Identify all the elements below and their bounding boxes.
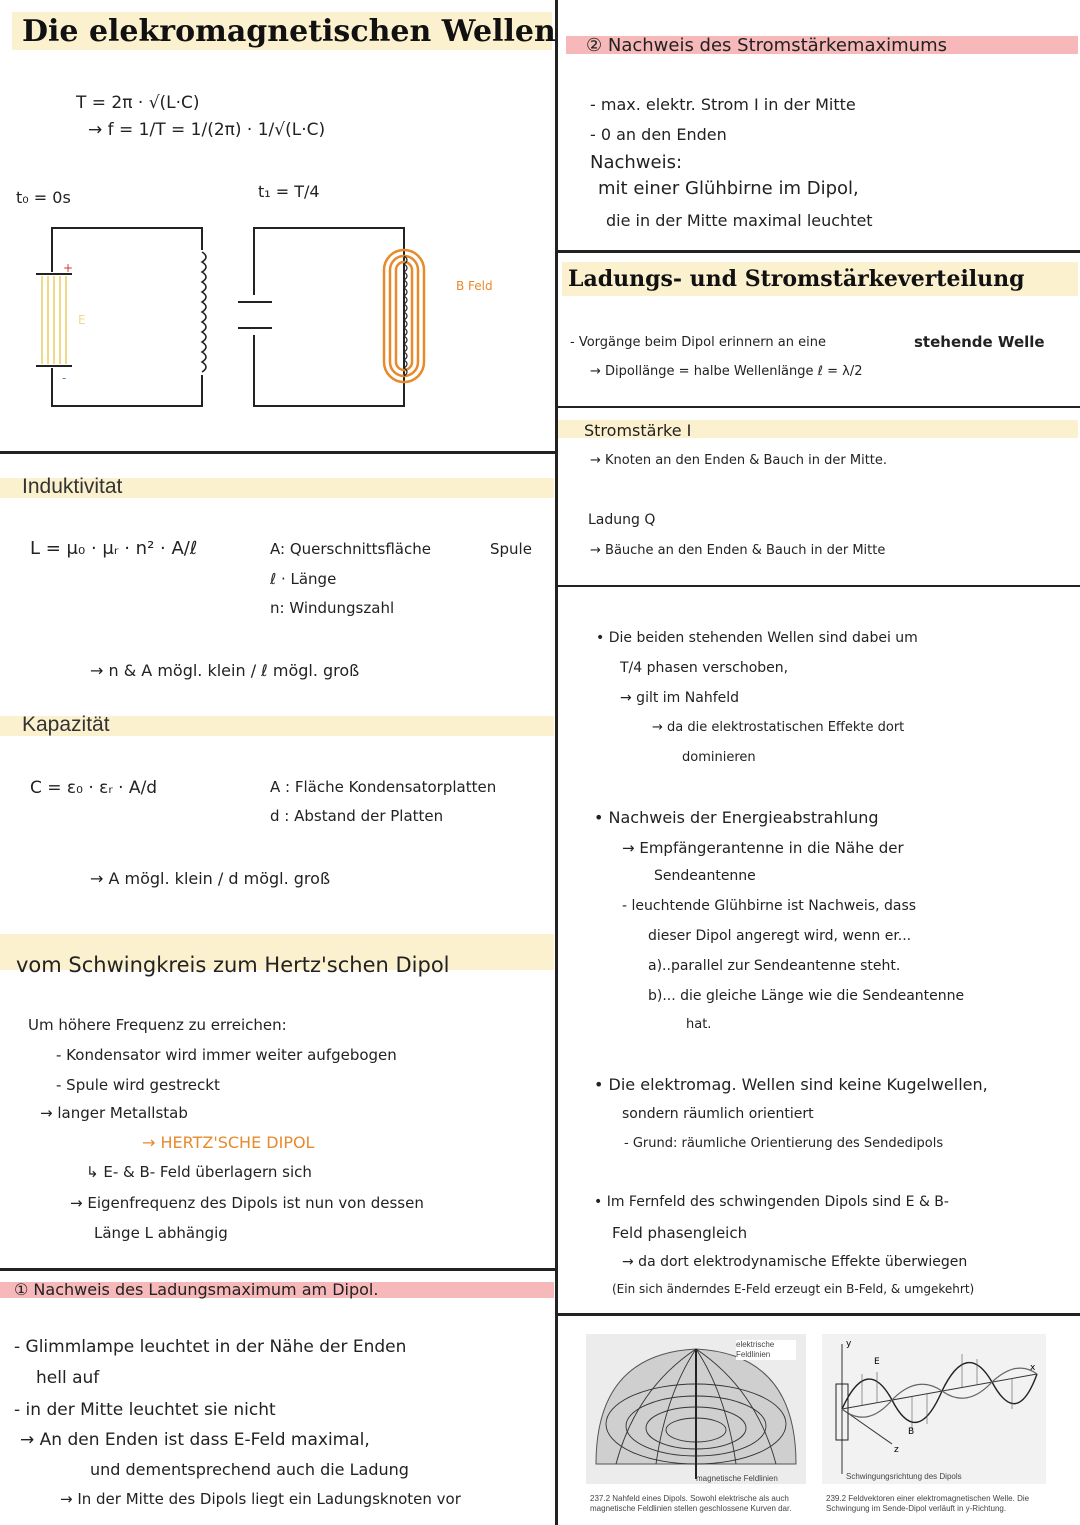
note-line-3: → gilt im Nahfeld [620, 690, 740, 706]
fig2-caption: 239.2 Feldvektoren einer elektromagnetischen Welle. Die Schwingung im Sende-Dipol verläuft in y-Richtung. [826, 1494, 1030, 1513]
svg-text:z: z [894, 1445, 899, 1455]
induktivitat-def-n: n: Windungszahl [270, 599, 395, 617]
fig1-label-magnetic: magnetische Feldlinien [696, 1474, 778, 1483]
figure-feldvektoren [822, 1334, 1046, 1520]
note-line-14: • Die elektromag. Wellen sind keine Kugelwellen, [594, 1075, 988, 1094]
note-line-5: dominieren [682, 750, 756, 765]
nachweis1-heading: ① Nachweis des Ladungsmaximum am Dipol. [14, 1280, 379, 1299]
dipol-heading: vom Schwingkreis zum Hertz'schen Dipol [16, 953, 450, 977]
nachweis2-line-1: - max. elektr. Strom I in der Mitte [590, 95, 856, 114]
fig1-caption: 237.2 Nahfeld eines Dipols. Sowohl elektrische als auch magnetische Feldlinien stellen geschlossene Kurven dar. [590, 1494, 792, 1513]
circuit-1-wire [52, 228, 202, 406]
dipol-line-7: Länge L abhängig [94, 1224, 228, 1242]
right-divider-1 [556, 250, 1080, 253]
kapazitat-def-a: A : Fläche Kondensatorplatten [270, 778, 497, 796]
nachweis1-line-1: - Glimmlampe leuchtet in der Nähe der Enden [14, 1337, 407, 1357]
note-line-17: • Im Fernfeld des schwingenden Dipols sind E & B- [594, 1194, 949, 1210]
induktivitat-spule: Spule [490, 540, 532, 558]
right-divider-4 [556, 1313, 1080, 1316]
kapazitat-note: → A mögl. klein / d mögl. groß [90, 869, 331, 888]
right-divider-3 [556, 585, 1080, 587]
nachweis1-line-4: → An den Enden ist dass E-Feld maximal, [20, 1430, 370, 1450]
ladung-heading: Ladung Q [588, 512, 656, 528]
left-divider-1 [0, 451, 556, 454]
kapazitat-formula: C = ε₀ · εᵣ · A/d [30, 778, 158, 798]
lc-circuit-diagram [0, 210, 556, 430]
dipol-line-4: → langer Metallstab [40, 1104, 188, 1122]
nachweis1-line-3: - in der Mitte leuchtet sie nicht [14, 1400, 276, 1420]
formula-frequency: → f = 1/T = 1/(2π) · 1/√(L·C) [88, 120, 326, 140]
nachweis1-line-6: → In der Mitte des Dipols liegt ein Ladungsknoten vor [60, 1490, 461, 1508]
em-wave-illustration [822, 1334, 1046, 1484]
time-label-t0: t₀ = 0s [16, 188, 71, 207]
dipol-line-6: → Eigenfrequenz des Dipols ist nun von dessen [70, 1194, 424, 1212]
note-line-15: sondern räumlich orientiert [622, 1106, 814, 1122]
verteilung-line-1: - Vorgänge beim Dipol erinnern an eine [570, 335, 826, 350]
nachweis1-line-2: hell auf [36, 1368, 100, 1388]
kapazitat-def-d: d : Abstand der Platten [270, 807, 444, 825]
note-line-10: dieser Dipol angeregt wird, wenn er... [648, 928, 912, 944]
note-line-18: Feld phasengleich [612, 1224, 748, 1242]
ladung-line: → Bäuche an den Enden & Bauch in der Mitte [590, 543, 886, 558]
time-label-t1: t₁ = T/4 [258, 182, 320, 201]
induktivitat-note: → n & A mögl. klein / ℓ mögl. groß [90, 661, 360, 680]
svg-text:x: x [1030, 1363, 1036, 1373]
nachweis2-line-5: die in der Mitte maximal leuchtet [606, 211, 873, 230]
note-line-12: b)... die gleiche Länge wie die Sendeantenne [648, 988, 965, 1004]
formula-period: T = 2π · √(L·C) [76, 93, 200, 113]
nachweis2-line-3: Nachweis: [590, 152, 683, 173]
note-line-13: hat. [686, 1017, 712, 1032]
induktivitat-heading: Induktivitat [22, 475, 123, 498]
figure-nahfeld [586, 1334, 806, 1520]
note-line-8: Sendeantenne [654, 868, 756, 884]
induktivitat-def-a: A: Querschnittsfläche [270, 540, 431, 558]
page-title: Die elekromagnetischen Wellen [22, 14, 556, 49]
hertz-dipol-label: → HERTZ'SCHE DIPOL [142, 1133, 315, 1152]
note-line-1: • Die beiden stehenden Wellen sind dabei um [596, 630, 918, 646]
left-divider-2 [0, 1268, 556, 1271]
note-line-4: → da die elektrostatischen Effekte dort [652, 720, 905, 735]
b-field-label: B Feld [456, 279, 493, 293]
induktivitat-def-l: ℓ · Länge [270, 570, 337, 588]
svg-text:E: E [874, 1357, 880, 1367]
right-divider-2 [556, 406, 1080, 408]
plus-sign: + [63, 261, 74, 275]
dipol-line-5: ↳ E- & B- Feld überlagern sich [86, 1163, 312, 1181]
e-field-label: E [78, 313, 86, 327]
strom-heading: Stromstärke I [584, 421, 692, 440]
kapazitat-heading: Kapazität [22, 713, 110, 736]
nachweis2-heading: ② Nachweis des Stromstärkemaximums [586, 35, 947, 56]
dipol-line-3: - Spule wird gestreckt [56, 1076, 220, 1094]
fig1-label-electric: elektrische Feldlinien [736, 1340, 796, 1360]
dipol-line-1: Um höhere Frequenz zu erreichen: [28, 1016, 287, 1034]
circuit-2-wire [254, 228, 404, 406]
dipol-line-2: - Kondensator wird immer weiter aufgebogen [56, 1046, 397, 1064]
stehende-welle: stehende Welle [914, 333, 1045, 351]
strom-line: → Knoten an den Enden & Bauch in der Mitte. [590, 453, 888, 468]
svg-text:y: y [846, 1339, 852, 1349]
svg-text:B: B [908, 1427, 915, 1437]
minus-sign: - [62, 371, 67, 385]
note-line-9: - leuchtende Glühbirne ist Nachweis, dass [622, 898, 917, 914]
induktivitat-formula: L = μ₀ · μᵣ · n² · A/ℓ [30, 538, 198, 559]
verteilung-line-2: → Dipollänge = halbe Wellenlänge ℓ = λ/2 [590, 364, 863, 379]
note-line-6: • Nachweis der Energieabstrahlung [594, 808, 879, 827]
note-line-20: (Ein sich änderndes E-Feld erzeugt ein B-Feld, & umgekehrt) [612, 1282, 975, 1296]
nachweis2-line-4: mit einer Glühbirne im Dipol, [598, 178, 859, 199]
note-line-16: - Grund: räumliche Orientierung des Sendedipols [624, 1136, 944, 1151]
verteilung-heading: Ladungs- und Stromstärkeverteilung [568, 266, 1025, 292]
fig2-label: Schwingungsrichtung des Dipols [846, 1472, 962, 1481]
note-line-19: → da dort elektrodynamische Effekte überwiegen [622, 1254, 968, 1270]
note-line-11: a)..parallel zur Sendeantenne steht. [648, 958, 901, 974]
nachweis2-line-2: - 0 an den Enden [590, 125, 727, 144]
nachweis1-line-5: und dementsprechend auch die Ladung [90, 1460, 409, 1479]
note-line-7: → Empfängerantenne in die Nähe der [622, 839, 904, 857]
note-line-2: T/4 phasen verschoben, [620, 660, 789, 676]
